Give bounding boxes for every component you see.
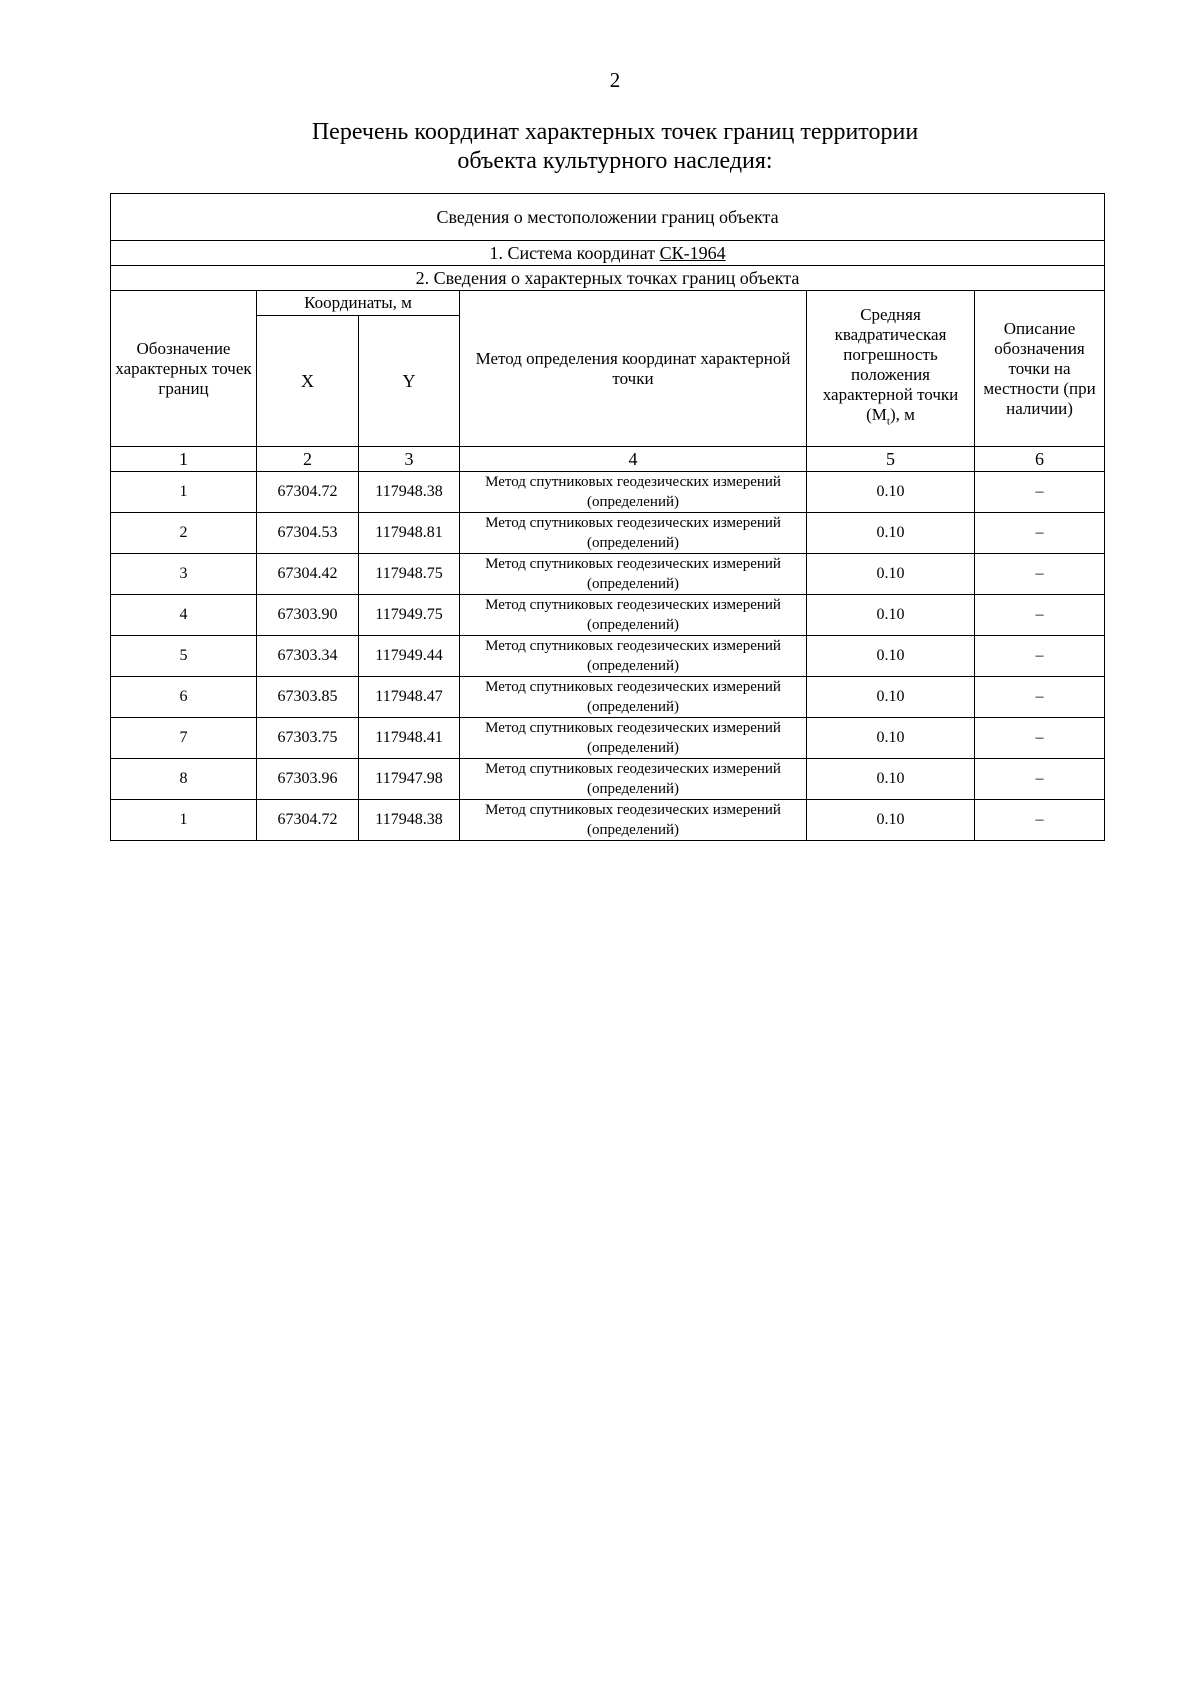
cell-method: Метод спутниковых геодезических измерений (определений): [460, 472, 807, 513]
cell-y: 117948.81: [359, 513, 460, 554]
title-line-1: Перечень координат характерных точек границ территории: [311, 119, 919, 145]
cell-method: Метод спутниковых геодезических измерений (определений): [460, 718, 807, 759]
cell-point: 5: [111, 636, 257, 677]
table-row: [111, 595, 1105, 636]
cell-x: 67304.72: [257, 800, 359, 841]
cell-point: 4: [111, 595, 257, 636]
cell-error: 0.10: [807, 472, 975, 513]
table-row: [111, 759, 1105, 800]
table-row: [111, 513, 1105, 554]
cell-y: 117948.75: [359, 554, 460, 595]
cell-point: 1: [111, 472, 257, 513]
document-title: [0, 118, 1200, 176]
cell-method: Метод спутниковых геодезических измерений (определений): [460, 513, 807, 554]
cell-x: 67303.34: [257, 636, 359, 677]
page-number: 2: [609, 68, 621, 92]
cell-error: 0.10: [807, 759, 975, 800]
cell-description: –: [975, 759, 1105, 800]
column-number: 3: [359, 447, 460, 472]
cell-x: 67303.85: [257, 677, 359, 718]
cell-error: 0.10: [807, 636, 975, 677]
col-header-y: Y: [359, 316, 460, 447]
cell-x: 67304.72: [257, 472, 359, 513]
column-number: 4: [460, 447, 807, 472]
cell-description: –: [975, 718, 1105, 759]
cell-y: 117948.41: [359, 718, 460, 759]
cell-method: Метод спутниковых геодезических измерений (определений): [460, 759, 807, 800]
cell-error: 0.10: [807, 718, 975, 759]
cell-error: 0.10: [807, 513, 975, 554]
coordinates-table: [110, 193, 1105, 841]
cell-x: 67303.75: [257, 718, 359, 759]
cell-description: –: [975, 513, 1105, 554]
cell-method: Метод спутниковых геодезических измерений (определений): [460, 554, 807, 595]
cell-description: –: [975, 677, 1105, 718]
column-number: 2: [257, 447, 359, 472]
cell-method: Метод спутниковых геодезических измерений (определений): [460, 800, 807, 841]
cell-y: 117948.38: [359, 472, 460, 513]
table-row: [111, 472, 1105, 513]
column-number: 1: [111, 447, 257, 472]
column-number: 5: [807, 447, 975, 472]
col-header-designation: Обозначение характерных точек границ: [111, 291, 257, 447]
cell-x: 67304.53: [257, 513, 359, 554]
table-row: [111, 636, 1105, 677]
points-section-label: 2. Сведения о характерных точках границ объекта: [111, 266, 1105, 291]
cell-x: 67304.42: [257, 554, 359, 595]
cell-description: –: [975, 595, 1105, 636]
coordinate-system-value: СК-1964: [659, 243, 726, 263]
cell-method: Метод спутниковых геодезических измерений (определений): [460, 636, 807, 677]
cell-y: 117948.38: [359, 800, 460, 841]
cell-error: 0.10: [807, 554, 975, 595]
cell-error: 0.10: [807, 800, 975, 841]
table-row: [111, 718, 1105, 759]
cell-description: –: [975, 800, 1105, 841]
cell-description: –: [975, 636, 1105, 677]
cell-method: Метод спутниковых геодезических измерений (определений): [460, 595, 807, 636]
col-header-error: Средняя квадратическая погрешность положения характерной точки $(M_t)$, м: [807, 291, 975, 447]
cell-y: 117949.44: [359, 636, 460, 677]
cell-point: 2: [111, 513, 257, 554]
cell-y: 117948.47: [359, 677, 460, 718]
coordinate-system-label: 1. Система координат: [489, 243, 656, 263]
col-header-coordinates: Координаты, м: [257, 291, 460, 316]
cell-y: 117947.98: [359, 759, 460, 800]
coordinate-system-row: [111, 241, 1105, 266]
col-header-method: Метод определения координат характерной точки: [460, 291, 807, 447]
table-row: [111, 677, 1105, 718]
cell-point: 8: [111, 759, 257, 800]
cell-description: –: [975, 472, 1105, 513]
cell-y: 117949.75: [359, 595, 460, 636]
cell-description: –: [975, 554, 1105, 595]
table-row: [111, 554, 1105, 595]
table-row: [111, 800, 1105, 841]
col-header-x: X: [257, 316, 359, 447]
cell-x: 67303.96: [257, 759, 359, 800]
column-number: 6: [975, 447, 1105, 472]
table-main-header: Сведения о местоположении границ объекта: [111, 194, 1105, 241]
col-header-description: Описание обозначения точки на местности (при наличии): [975, 291, 1105, 447]
cell-point: 7: [111, 718, 257, 759]
title-line-2: объекта культурного наследия:: [457, 148, 773, 174]
cell-point: 6: [111, 677, 257, 718]
cell-point: 3: [111, 554, 257, 595]
cell-error: 0.10: [807, 677, 975, 718]
cell-method: Метод спутниковых геодезических измерений (определений): [460, 677, 807, 718]
cell-x: 67303.90: [257, 595, 359, 636]
cell-error: 0.10: [807, 595, 975, 636]
cell-point: 1: [111, 800, 257, 841]
